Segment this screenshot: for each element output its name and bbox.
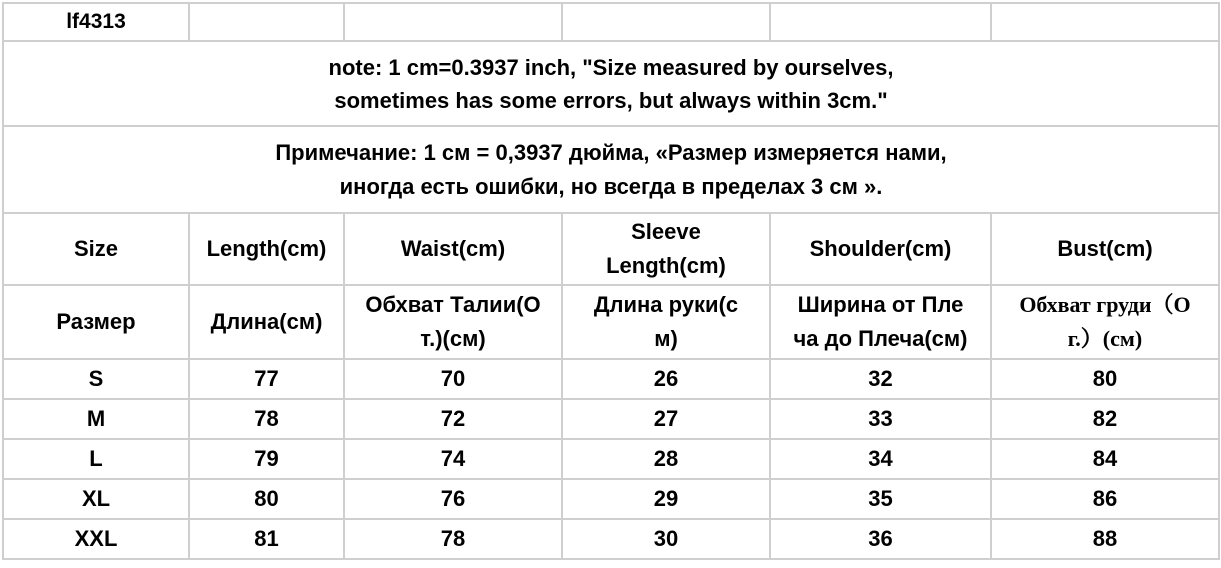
column-header: Обхват груди（О г.）(см) — [991, 285, 1219, 359]
column-header: Sleeve Length(cm) — [562, 213, 770, 285]
column-header: Bust(cm) — [991, 213, 1219, 285]
note-english: note: 1 cm=0.3937 inch, "Size measured by ourselves, sometimes has some errors, but always within 3cm." — [3, 41, 1219, 126]
column-header: Размер — [3, 285, 189, 359]
bust-cell: 80 — [991, 359, 1219, 399]
note-russian: Примечание: 1 см = 0,3937 дюйма, «Размер измеряется нами, иногда есть ошибки, но всегда в пределах 3 см ». — [3, 126, 1219, 213]
shoulder-cell: 33 — [770, 399, 991, 439]
waist-cell: 78 — [344, 519, 562, 559]
waist-cell: 74 — [344, 439, 562, 479]
header-row-russian — [3, 285, 1219, 359]
bust-cell: 82 — [991, 399, 1219, 439]
size-chart-table — [2, 2, 1220, 560]
column-header: Длина(см) — [189, 285, 344, 359]
length-cell: 81 — [189, 519, 344, 559]
empty-cell — [770, 3, 991, 41]
header-row-english — [3, 213, 1219, 285]
size-cell: S — [3, 359, 189, 399]
shoulder-cell: 34 — [770, 439, 991, 479]
sleeve-cell: 30 — [562, 519, 770, 559]
empty-cell — [991, 3, 1219, 41]
table-row — [3, 519, 1219, 559]
column-header: Shoulder(cm) — [770, 213, 991, 285]
table-row — [3, 439, 1219, 479]
shoulder-cell: 36 — [770, 519, 991, 559]
size-cell: XXL — [3, 519, 189, 559]
shoulder-cell: 32 — [770, 359, 991, 399]
product-code: lf4313 — [3, 3, 189, 41]
shoulder-cell: 35 — [770, 479, 991, 519]
product-code-row — [3, 3, 1219, 41]
length-cell: 80 — [189, 479, 344, 519]
waist-cell: 70 — [344, 359, 562, 399]
waist-cell: 72 — [344, 399, 562, 439]
table-row — [3, 359, 1219, 399]
note-ru-row — [3, 126, 1219, 213]
column-header: Обхват Талии(О т.)(см) — [344, 285, 562, 359]
note-en-row — [3, 41, 1219, 126]
length-cell: 79 — [189, 439, 344, 479]
column-header: Length(cm) — [189, 213, 344, 285]
column-header: Size — [3, 213, 189, 285]
size-cell: XL — [3, 479, 189, 519]
sleeve-cell: 26 — [562, 359, 770, 399]
size-cell: M — [3, 399, 189, 439]
length-cell: 77 — [189, 359, 344, 399]
length-cell: 78 — [189, 399, 344, 439]
bust-cell: 86 — [991, 479, 1219, 519]
empty-cell — [562, 3, 770, 41]
waist-cell: 76 — [344, 479, 562, 519]
bust-cell: 84 — [991, 439, 1219, 479]
column-header: Ширина от Пле ча до Плеча(см) — [770, 285, 991, 359]
bust-cell: 88 — [991, 519, 1219, 559]
column-header: Длина руки(с м) — [562, 285, 770, 359]
empty-cell — [344, 3, 562, 41]
size-cell: L — [3, 439, 189, 479]
table-row — [3, 479, 1219, 519]
sleeve-cell: 28 — [562, 439, 770, 479]
table-row — [3, 399, 1219, 439]
sleeve-cell: 27 — [562, 399, 770, 439]
column-header: Waist(cm) — [344, 213, 562, 285]
empty-cell — [189, 3, 344, 41]
sleeve-cell: 29 — [562, 479, 770, 519]
